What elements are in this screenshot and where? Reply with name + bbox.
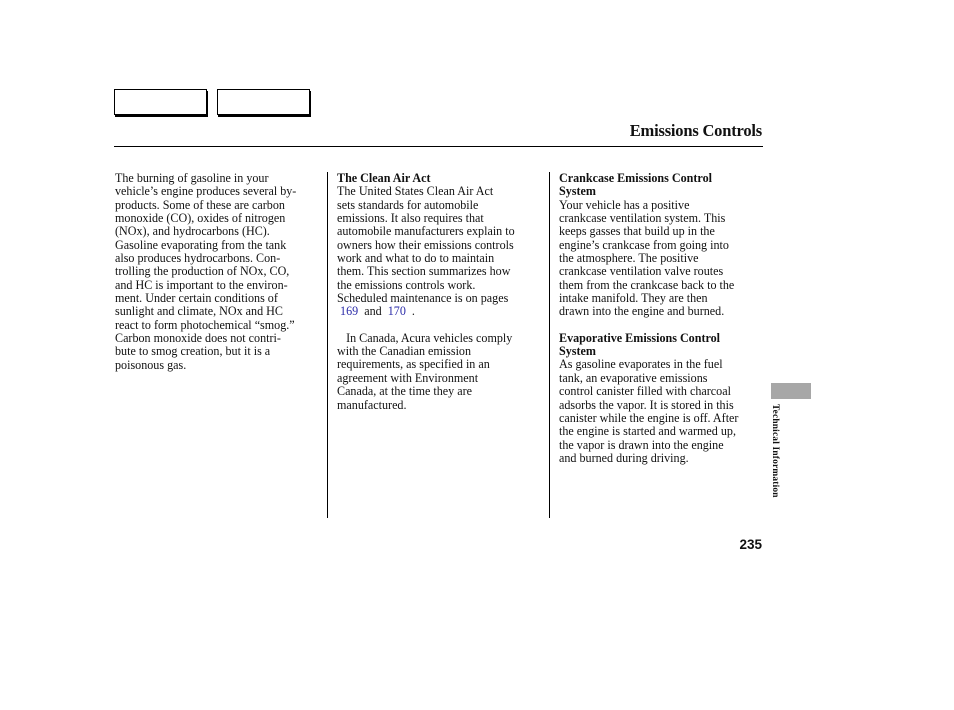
text-line: requirements, as specified in an xyxy=(337,357,490,372)
text-line: tank, an evaporative emissions xyxy=(559,370,708,385)
column-emission-systems xyxy=(559,172,765,465)
text-line: In Canada, Acura vehicles comply xyxy=(346,330,513,345)
and-text: and xyxy=(364,304,382,319)
intro-paragraph xyxy=(115,172,321,372)
heading-line: System xyxy=(559,184,596,199)
text-line: react to form photochemical “smog.” xyxy=(115,317,295,332)
text-line: sets standards for automobile xyxy=(337,197,479,212)
title-divider xyxy=(114,146,763,147)
text-line: manufactured. xyxy=(337,397,407,412)
clean-air-act-paragraph xyxy=(337,185,545,318)
text-line: automobile manufacturers explain to xyxy=(337,224,515,239)
column-divider xyxy=(549,172,550,518)
text-line: vehicle’s engine produces several by- xyxy=(115,184,297,199)
column-clean-air-act xyxy=(337,172,545,412)
text-line: monoxide (CO), oxides of nitrogen xyxy=(115,211,286,226)
text-line: control canister filled with charcoal xyxy=(559,384,731,399)
period-text: . xyxy=(411,304,415,319)
crankcase-heading xyxy=(559,172,765,199)
text-line: crankcase ventilation system. This xyxy=(559,211,726,226)
text-line: also produces hydrocarbons. Con- xyxy=(115,251,281,266)
section-tab-label: Technical Information xyxy=(770,404,780,498)
page-title: Emissions Controls xyxy=(629,121,762,140)
text-line: canister while the engine is off. After xyxy=(559,410,739,425)
main-menu-button[interactable] xyxy=(114,89,207,115)
page-link-170[interactable]: 170 xyxy=(387,304,406,319)
text-line: poisonous gas. xyxy=(115,357,187,372)
text-line: them. This section summarizes how xyxy=(337,264,511,279)
text-line: the engine is started and warmed up, xyxy=(559,424,736,439)
clean-air-act-heading: The Clean Air Act xyxy=(337,171,431,185)
text-line: sunlight and climate, NOx and HC xyxy=(115,304,283,319)
text-line: bute to smog creation, but it is a xyxy=(115,344,271,359)
text-line: ment. Under certain conditions of xyxy=(115,291,278,306)
text-line: Your vehicle has a positive xyxy=(559,197,690,212)
text-line: Canada, at the time they are xyxy=(337,384,472,399)
heading-line: System xyxy=(559,344,596,359)
text-line: and burned during driving. xyxy=(559,450,689,465)
text-line: them from the crankcase back to the xyxy=(559,277,735,292)
text-line: Gasoline evaporating from the tank xyxy=(115,237,287,252)
text-line: (NOx), and hydrocarbons (HC). xyxy=(115,224,270,239)
text-line: crankcase ventilation valve routes xyxy=(559,264,724,279)
index-button[interactable] xyxy=(217,89,310,115)
text-line: the vapor is drawn into the engine xyxy=(559,437,724,452)
text-line: Carbon monoxide does not contri- xyxy=(115,331,281,346)
page-link-169[interactable]: 169 xyxy=(340,304,359,319)
text-line: and HC is important to the environ- xyxy=(115,277,288,292)
text-line: adsorbs the vapor. It is stored in this xyxy=(559,397,734,412)
text-line: owners how their emissions controls xyxy=(337,237,514,252)
canada-paragraph xyxy=(337,332,545,412)
text-line: trolling the production of NOx, CO, xyxy=(115,264,290,279)
text-line: agreement with Environment xyxy=(337,370,479,385)
text-line: The burning of gasoline in your xyxy=(115,171,269,185)
text-line: products. Some of these are carbon xyxy=(115,197,285,212)
section-tab-marker[interactable] xyxy=(771,383,811,399)
text-line: emissions. It also requires that xyxy=(337,211,484,226)
heading-line: Crankcase Emissions Control xyxy=(559,171,712,185)
text-line: intake manifold. They are then xyxy=(559,291,708,306)
evaporative-paragraph xyxy=(559,358,765,465)
crankcase-paragraph xyxy=(559,199,765,319)
text-line: engine’s crankcase from going into xyxy=(559,237,729,252)
text-line: keeps gasses that build up in the xyxy=(559,224,715,239)
text-line: drawn into the engine and burned. xyxy=(559,304,725,319)
text-line: with the Canadian emission xyxy=(337,344,472,359)
column-intro xyxy=(115,172,321,372)
text-line: As gasoline evaporates in the fuel xyxy=(559,357,723,372)
evaporative-heading xyxy=(559,332,765,359)
text-line: Scheduled maintenance is on pages xyxy=(337,291,509,306)
page-number: 235 xyxy=(739,537,762,552)
column-divider xyxy=(327,172,328,518)
text-line: work and what to do to maintain xyxy=(337,251,495,266)
text-line: The United States Clean Air Act xyxy=(337,184,494,199)
text-line: the emissions controls work. xyxy=(337,277,476,292)
heading-line: Evaporative Emissions Control xyxy=(559,330,721,345)
text-line: the atmosphere. The positive xyxy=(559,251,699,266)
